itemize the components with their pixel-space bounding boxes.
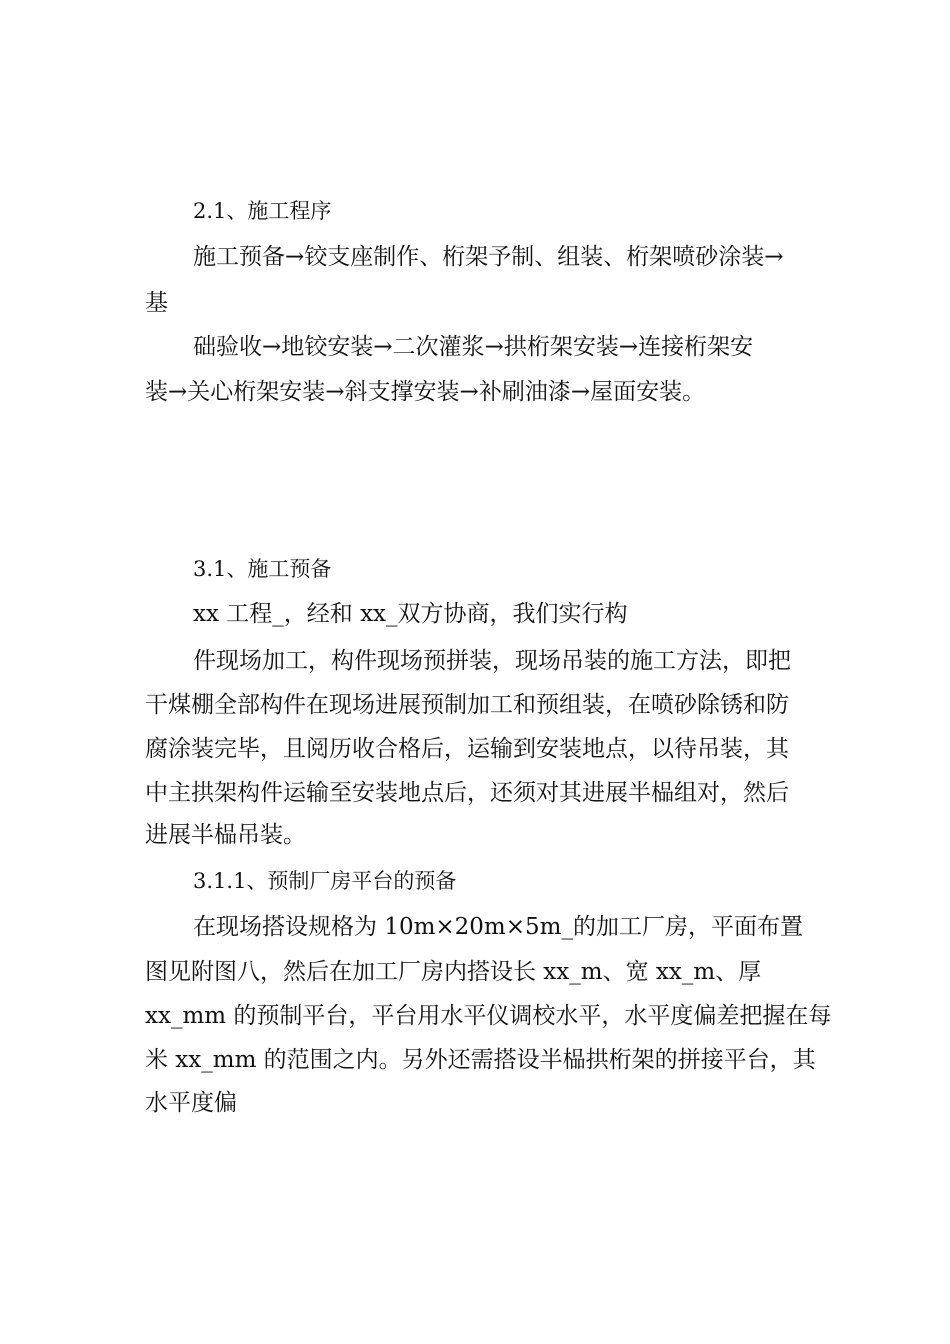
paragraph-line: xx_mm 的预制平台，平台用水平仪调校水平，水平度偏差把握在每 (145, 1003, 832, 1029)
section-heading-3-1: 3.1、施工预备 (193, 557, 332, 581)
paragraph-line: 中主拱架构件运输至安装地点后，还须对其进展半榀组对，然后 (145, 780, 789, 806)
paragraph-line: 进展半榀吊装。 (145, 822, 306, 848)
paragraph-line: 水平度偏 (145, 1090, 237, 1116)
paragraph-line: 装→关心桁架安装→斜支撑安装→补刷油漆→屋面安装。 (145, 379, 706, 405)
paragraph-line: 在现场搭设规格为 10m×20m×5m_的加工厂房，平面布置 (193, 914, 803, 940)
paragraph-line: 件现场加工，构件现场预拼装，现场吊装的施工方法，即把 (193, 648, 791, 674)
paragraph-line: 图见附图八，然后在加工厂房内搭设长 xx_m、宽 xx_m、厚 (145, 959, 762, 985)
paragraph-line: 腐涂装完毕，且阅历收合格后，运输到安装地点，以待吊装，其 (145, 736, 789, 762)
paragraph-line: 础验收→地铰安装→二次灌浆→拱桁架安装→连接桁架安 (193, 334, 754, 360)
paragraph-line: xx 工程_，经和 xx_双方协商，我们实行构 (193, 601, 628, 627)
paragraph-line: 干煤棚全部构件在现场进展预制加工和预组装，在喷砂除锈和防 (145, 692, 789, 718)
section-heading-3-1-1: 3.1.1、预制厂房平台的预备 (193, 869, 457, 893)
section-heading-2-1: 2.1、施工程序 (193, 199, 332, 223)
paragraph-line: 基 (145, 290, 168, 316)
paragraph-line: 米 xx_mm 的范围之内。另外还需搭设半榀拱桁架的拼接平台，其 (145, 1047, 816, 1073)
paragraph-line: 施工预备→铰支座制作、桁架予制、组装、桁架喷砂涂装→ (193, 244, 784, 270)
